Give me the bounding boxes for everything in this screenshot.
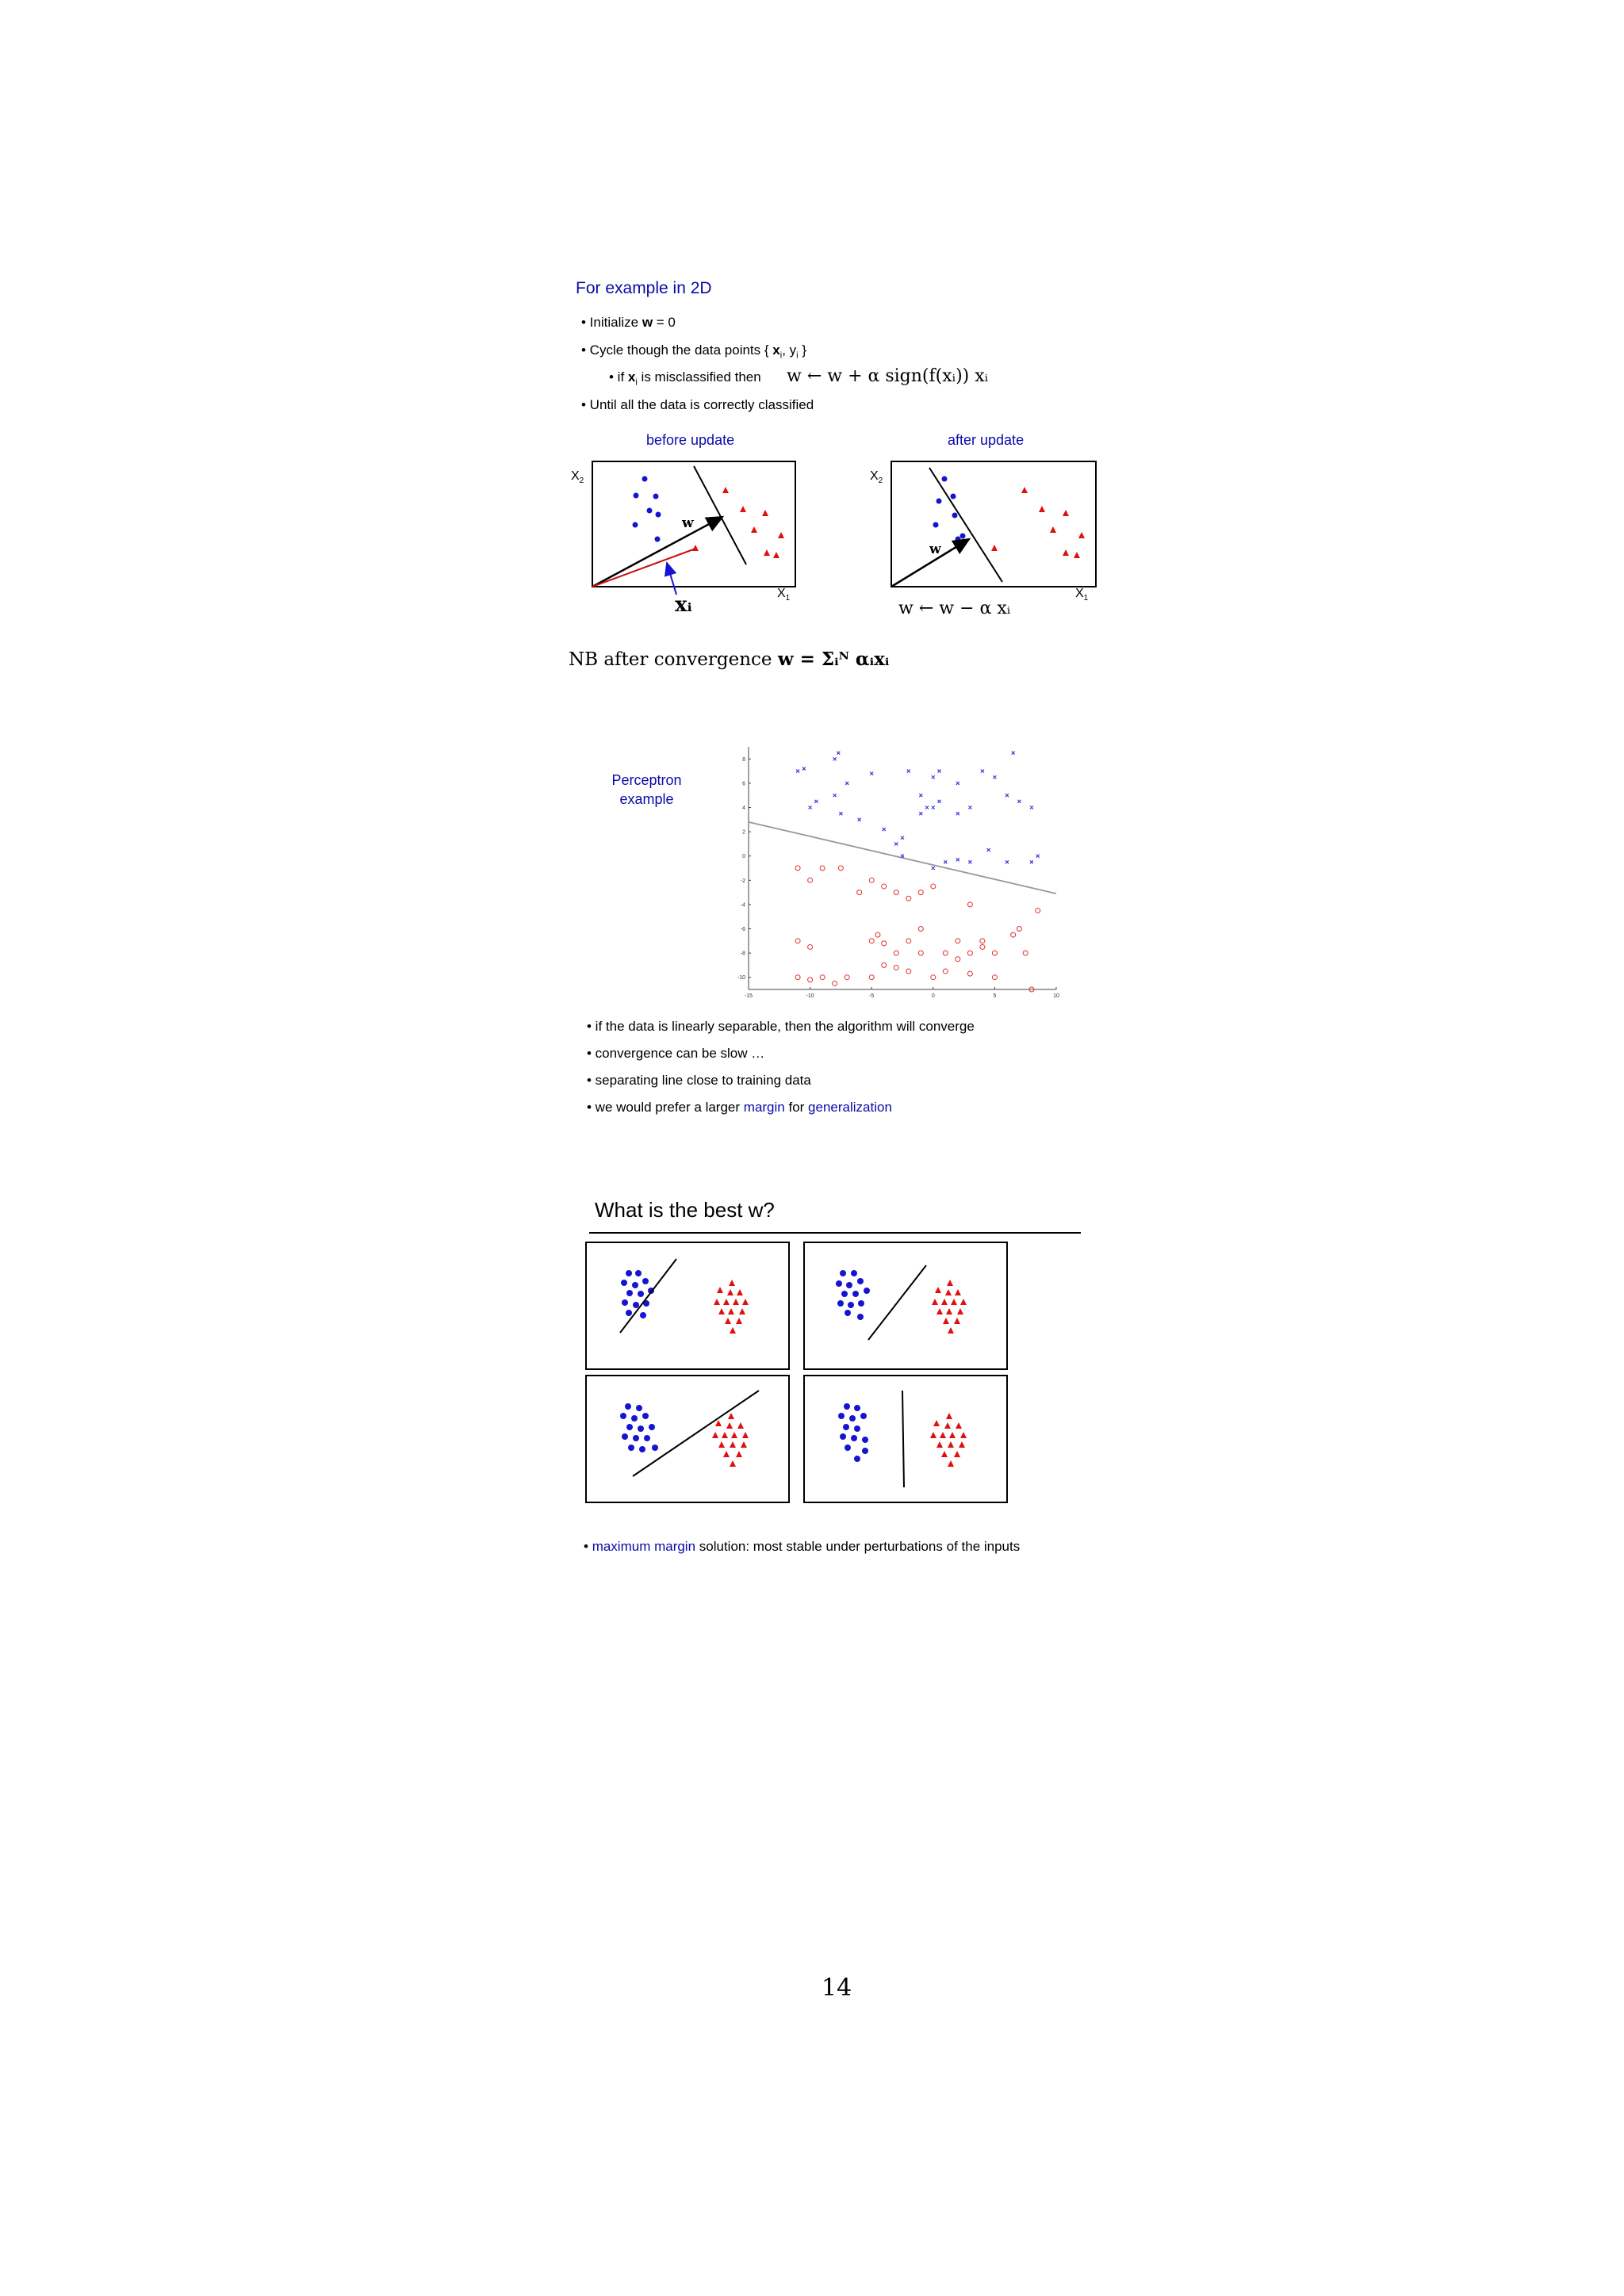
after-update-label: after update [948, 432, 1025, 448]
red-o-point [967, 971, 972, 976]
decision-boundary [694, 466, 746, 564]
red-o-point [956, 957, 960, 962]
x-tick-label: -10 [806, 993, 814, 999]
red-class-points [692, 487, 784, 558]
red-o-point [992, 975, 997, 980]
x-tick-label: -15 [744, 993, 753, 999]
x-tick-label: -5 [869, 993, 875, 999]
axis-x2-label: $X_2$ [571, 469, 584, 486]
axis-x2-label-after: $X_2$ [870, 469, 883, 486]
blue-x-point [1030, 806, 1033, 809]
red-o-point [894, 951, 898, 955]
separator-panel-3 [585, 1375, 790, 1503]
red-o-point [882, 962, 887, 967]
red-o-point [1036, 909, 1040, 913]
blue-x-point [956, 812, 959, 815]
blue-x-point [993, 775, 996, 779]
separator-panel-4 [803, 1375, 1008, 1503]
bullet-slow: • convergence can be slow … [587, 1046, 765, 1061]
decision-boundary [929, 468, 1002, 582]
separator-panel-2 [803, 1242, 1008, 1370]
red-o-point [875, 932, 880, 937]
bullet-initialize: • Initialize w = 0 [581, 315, 676, 330]
y-tick-label: 8 [742, 756, 745, 763]
red-o-point [894, 890, 898, 895]
red-o-point [838, 866, 843, 871]
red-o-point [980, 939, 985, 943]
xi-vector [592, 549, 695, 587]
blue-x-point [932, 867, 935, 870]
slide3-title: What is the best w? [595, 1198, 775, 1222]
w-vector-label-after: w [929, 541, 941, 557]
blue-x-point [1005, 860, 1009, 863]
red-o-point [795, 939, 800, 943]
plot-frame [592, 461, 795, 587]
bullet-converge: • if the data is linearly separable, then the algorithm will converge [587, 1019, 975, 1034]
x-tick-label: 10 [1053, 993, 1059, 999]
y-tick-label: 4 [742, 806, 745, 811]
blue-x-point [932, 775, 935, 779]
before-update-plot [591, 460, 797, 595]
blue-x-point [845, 782, 848, 785]
red-o-point [808, 944, 813, 949]
red-o-point [894, 965, 898, 970]
red-class-points [991, 487, 1085, 558]
bullet-close-line: • separating line close to training data [587, 1073, 811, 1088]
blue-x-point [814, 800, 818, 803]
y-tick-label: 6 [742, 781, 745, 787]
blue-x-point [833, 757, 837, 760]
blue-x-point [968, 860, 971, 863]
x-tick-label: 5 [993, 993, 997, 999]
red-o-point [906, 939, 911, 943]
blue-x-point [907, 770, 910, 773]
red-o-point [956, 939, 960, 943]
y-tick-label: -8 [740, 951, 745, 957]
red-o-point [845, 975, 849, 980]
blue-x-point [809, 806, 812, 809]
nb-convergence: NB after convergence w = Σᵢᴺ αᵢxᵢ [569, 649, 890, 670]
maximum-margin-bullet: • maximum margin solution: most stable under perturbations of the inputs [584, 1539, 1021, 1554]
red-o-point [918, 951, 923, 955]
red-o-point [918, 927, 923, 932]
y-tick-label: -2 [740, 878, 745, 884]
separator-panel-1 [585, 1242, 790, 1370]
blue-x-point [987, 848, 990, 851]
red-o-point [833, 981, 837, 985]
axis-x1-label: $X_1$ [777, 587, 791, 603]
side-label-line-1: Perceptron [611, 772, 682, 788]
red-o-point [943, 969, 948, 974]
red-o-point [882, 941, 887, 946]
y-tick-label: 2 [742, 829, 745, 836]
blue-x-point [956, 782, 959, 785]
red-o-point [808, 878, 813, 882]
after-update-plot [890, 460, 1097, 595]
blue-x-point [837, 752, 840, 755]
red-o-point [795, 975, 800, 980]
red-o-point [918, 890, 923, 895]
page-number: 14 [822, 1974, 852, 2002]
blue-x-point [1012, 752, 1015, 755]
blue-x-point [956, 858, 959, 861]
blue-x-point [1005, 794, 1009, 797]
blue-x-point [925, 806, 929, 809]
red-o-point [967, 902, 972, 907]
blue-x-point [919, 794, 922, 797]
red-o-point [808, 978, 813, 982]
red-o-point [931, 884, 936, 889]
blue-x-point [968, 806, 971, 809]
bullet-cycle: • Cycle though the data points { $x_i$, $y_i$ } [581, 342, 807, 361]
slide1-heading: For example in 2D [576, 279, 712, 297]
perceptron-example-label [593, 771, 700, 809]
red-o-point [1023, 951, 1028, 955]
red-o-point [906, 896, 911, 901]
blue-x-point [1030, 860, 1033, 863]
blue-class-points [633, 476, 661, 542]
before-update-label: before update [646, 432, 735, 448]
red-o-point [795, 866, 800, 871]
blue-x-point [870, 772, 873, 775]
blue-x-point [802, 767, 806, 771]
w-vector-label: w [682, 515, 694, 531]
red-o-point [820, 866, 825, 871]
axis-x1-label-after: $X_1$ [1075, 587, 1089, 603]
xi-pointer-arrow [667, 563, 676, 595]
w-vector-arrow [592, 517, 722, 587]
red-o-point [931, 975, 936, 980]
bullet-until: • Until all the data is correctly classified [581, 397, 814, 412]
red-o-point [1011, 932, 1016, 937]
blue-x-point [796, 770, 799, 773]
y-tick-label: -6 [740, 927, 745, 932]
blue-x-point [858, 818, 861, 821]
red-o-point [906, 969, 911, 974]
blue-x-point [901, 836, 904, 840]
blue-x-point [883, 828, 886, 831]
blue-x-point [1036, 855, 1040, 858]
separating-line [749, 822, 1056, 894]
red-o-point [943, 951, 948, 955]
red-o-point [869, 878, 874, 882]
blue-x-point [981, 770, 984, 773]
red-o-point [820, 975, 825, 980]
blue-class-points [933, 476, 966, 542]
y-tick-label: -10 [737, 975, 745, 982]
update-rule-formula: w ← w + α sign(f(xᵢ)) xᵢ [787, 366, 989, 386]
red-o-point [869, 939, 874, 943]
perceptron-scatter-chart [730, 737, 1063, 999]
blue-x-point [938, 770, 941, 773]
blue-x-point [944, 860, 947, 863]
title-underline [589, 1232, 1081, 1234]
red-o-point [857, 890, 862, 895]
xi-vector-label: xᵢ [675, 593, 692, 617]
bullet-misclassified: • if $x_i$ is misclassified then [609, 369, 761, 388]
red-o-point [1017, 927, 1021, 932]
blue-x-point [839, 812, 842, 815]
blue-x-point [932, 806, 935, 809]
red-o-point [882, 884, 887, 889]
blue-x-point [894, 842, 898, 845]
y-tick-label: 0 [742, 854, 745, 860]
red-o-point [869, 975, 874, 980]
blue-x-point [919, 812, 922, 815]
after-update-rule: w ← w − α xᵢ [898, 599, 1011, 618]
blue-x-point [1017, 800, 1021, 803]
red-o-point [980, 944, 985, 949]
red-o-point [992, 951, 997, 955]
side-label-line-2: example [619, 791, 674, 807]
blue-x-point [833, 794, 837, 797]
y-tick-label: -4 [740, 902, 745, 909]
red-o-point [967, 951, 972, 955]
bullet-margin: • we would prefer a larger margin for generalization [587, 1100, 892, 1115]
blue-x-point [938, 800, 941, 803]
x-tick-label: 0 [931, 993, 935, 999]
